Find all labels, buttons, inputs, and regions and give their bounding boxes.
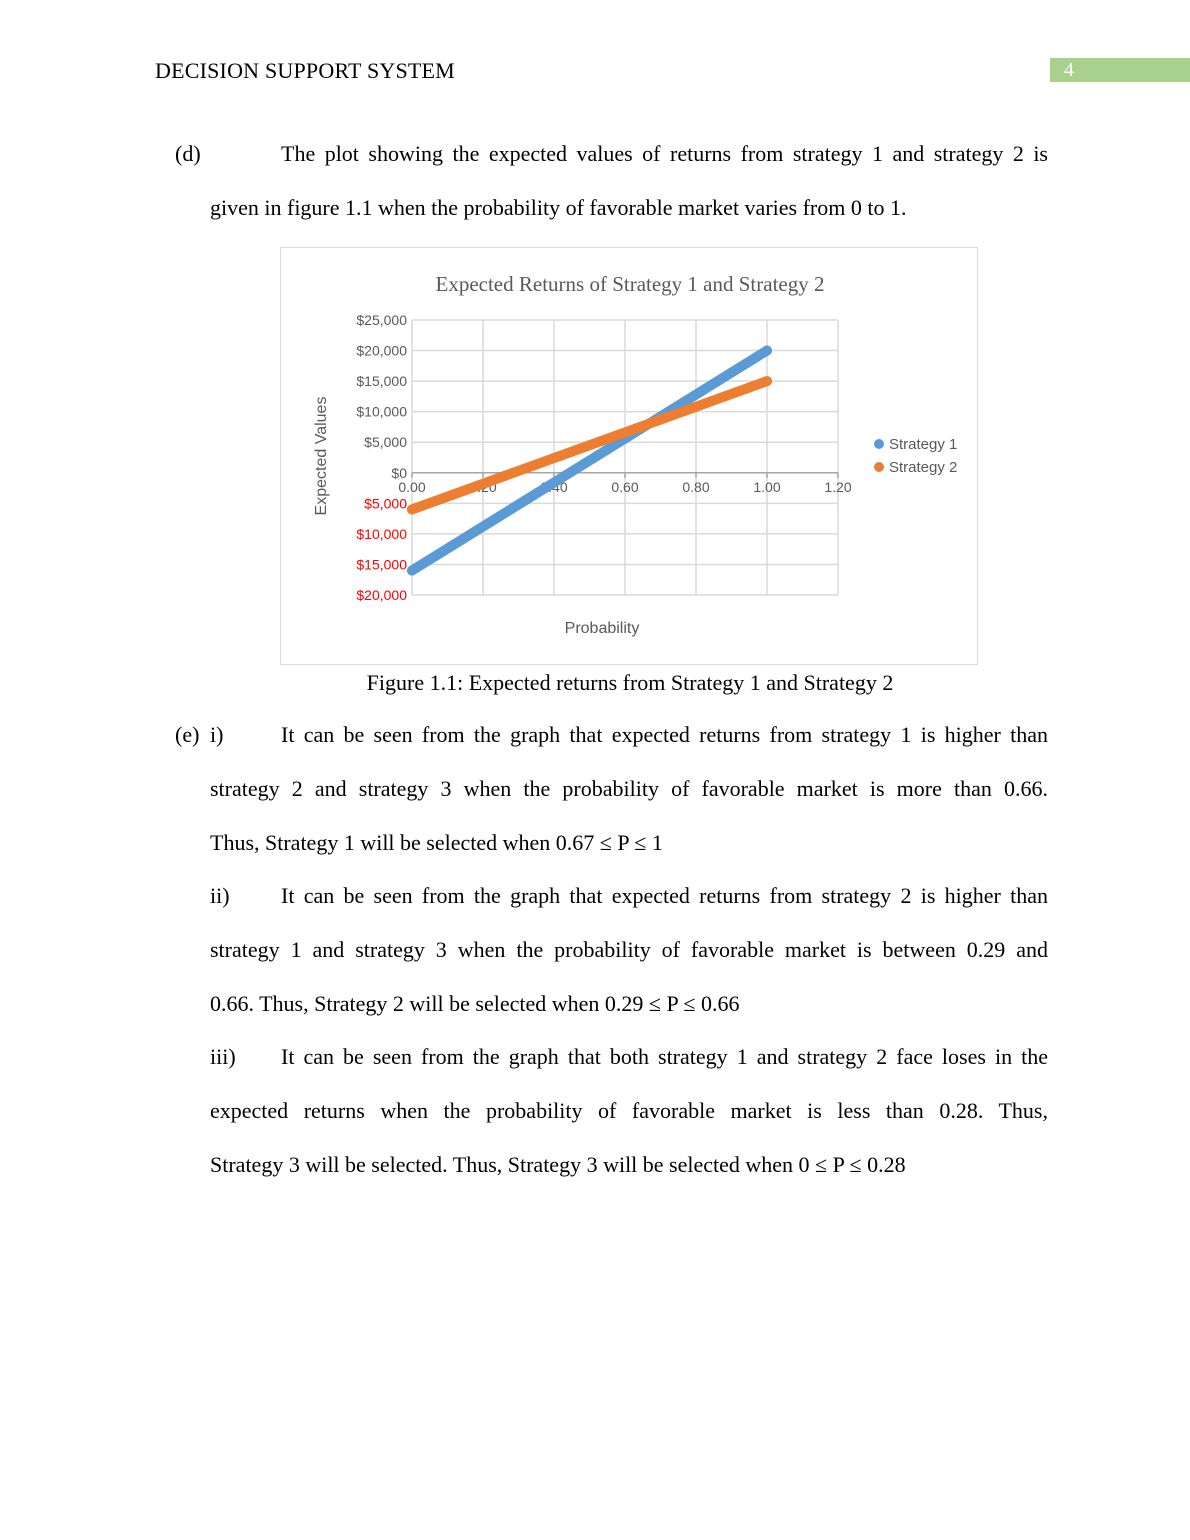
expected-returns-chart [281,248,977,664]
figure-caption: Figure 1.1: Expected returns from Strategy 1 and Strategy 2 [366,670,894,695]
y-tick-label: $25,000 [356,312,407,328]
item-ii-label: ii) [210,883,230,908]
series-line-1 [412,351,767,571]
chart-title: Expected Returns of Strategy 1 and Strategy 2 [435,272,825,296]
y-tick-label: $20,000 [356,587,407,603]
item-i-line-3: Thus, Strategy 1 will be selected when 0.67 ≤ P ≤ 1 [210,830,663,855]
series-line-2 [412,381,767,509]
item-i-label: i) [210,722,224,747]
page-number-badge [1050,58,1190,82]
y-tick-label: $10,000 [356,525,407,542]
y-tick-label: $15,000 [356,373,407,390]
y-tick-label: $5,000 [364,434,407,451]
y-axis-ticks [356,312,407,603]
legend-label: Strategy 1 [889,436,958,453]
x-tick-label: 1.00 [753,478,781,495]
page-number: 4 [1064,59,1074,81]
section-d-line-2: given in figure 1.1 when the probability of favorable market varies from 0 to 1. [210,195,907,220]
item-iii-line-1: It can be seen from the graph that both strategy 1 and strategy 2 face loses in the [281,1044,1048,1069]
chart-gridlines [412,320,838,595]
chart-frame [280,247,978,665]
item-iii-label: iii) [210,1044,236,1069]
data-point [762,376,772,386]
chart-legend [874,436,957,476]
x-tick-label: 1.20 [824,478,852,495]
x-tick-label: 0.80 [682,478,710,495]
x-axis-label: Probability [564,620,640,637]
item-iii-line-2: expected returns when the probability of favorable market is less than 0.28. Thus, [210,1098,1048,1123]
item-ii-line-3: 0.66. Thus, Strategy 2 will be selected when 0.29 ≤ P ≤ 0.66 [210,991,740,1016]
data-point [762,346,772,356]
item-i-line-1: It can be seen from the graph that expected returns from strategy 1 is higher than [281,722,1048,747]
legend-label: Strategy 2 [889,459,958,476]
x-tick-label: 0.60 [611,478,639,495]
y-tick-label: $15,000 [356,556,407,573]
section-d-line-1: The plot showing the expected values of returns from strategy 1 and strategy 2 is [281,141,1048,166]
y-tick-label: $5,000 [364,495,407,512]
item-ii-line-1: It can be seen from the graph that expected returns from strategy 2 is higher than [281,883,1048,908]
chart-series [407,346,772,576]
legend-marker [874,439,884,449]
data-point [407,504,417,514]
x-tick-label: 0.00 [398,478,426,495]
x-tick-label: 0.40 [540,478,568,495]
y-axis-label: Expected Values [313,396,330,516]
running-header: DECISION SUPPORT SYSTEM [155,58,455,83]
section-d-label: (d) [175,141,201,166]
item-ii-line-2: strategy 1 and strategy 3 when the probability of favorable market is between 0.29 and [210,937,1048,962]
y-tick-label: $20,000 [356,342,407,359]
x-tick-label: 0.20 [469,478,497,495]
legend-marker [874,462,884,472]
data-point [407,566,417,576]
y-tick-label: $0 [391,464,407,481]
section-e-label: (e) [175,722,200,747]
item-iii-line-3: Strategy 3 will be selected. Thus, Strategy 3 will be selected when 0 ≤ P ≤ 0.28 [210,1152,906,1177]
item-i-line-2: strategy 2 and strategy 3 when the probability of favorable market is more than 0.66. [210,776,1048,801]
y-tick-label: $10,000 [356,403,407,420]
